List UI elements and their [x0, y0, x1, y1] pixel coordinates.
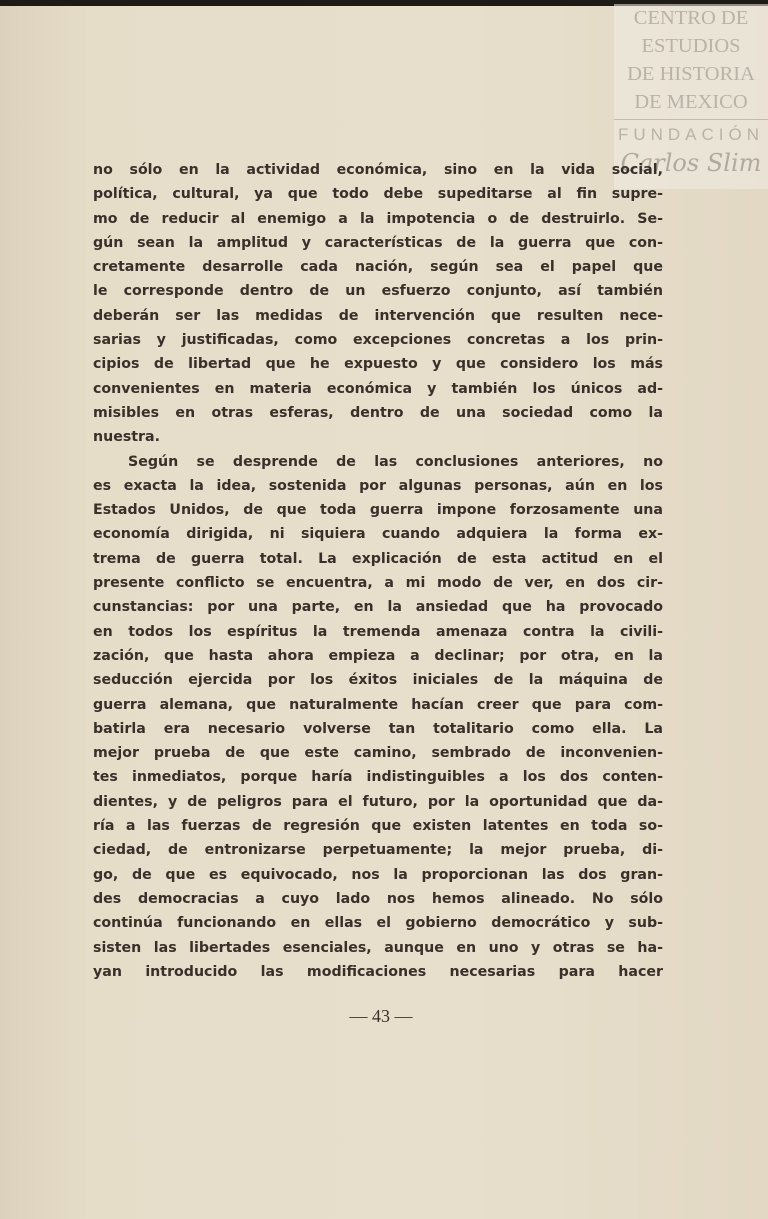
text-line: cunstancias: por una parte, en la ansiedad que ha provocado	[93, 599, 663, 616]
text-line: tes inmediatos, porque haría indistinguibles a los dos conten-	[93, 769, 663, 786]
text-line: no sólo en la actividad económica, sino en la vida social,	[93, 162, 663, 178]
text-line: go, de que es equivocado, nos la proporcionan las dos gran-	[93, 866, 663, 883]
watermark-divider	[614, 119, 768, 120]
text-line: en todos los espíritus la tremenda amenaza contra la civili-	[93, 623, 663, 640]
text-line: misibles en otras esferas, dentro de una sociedad como la	[93, 404, 663, 421]
text-line: economía dirigida, ni siquiera cuando adquiera la forma ex-	[93, 526, 663, 543]
text-line: ría a las fuerzas de regresión que existen latentes en toda so-	[93, 818, 663, 835]
text-line: ciedad, de entronizarse perpetuamente; la mejor prueba, di-	[93, 842, 663, 859]
body-text	[93, 158, 663, 984]
text-line: nuestra.	[93, 429, 161, 446]
text-line: cipios de libertad que he expuesto y que considero los más	[93, 356, 663, 373]
text-line: Estados Unidos, de que toda guerra impone forzosamente una	[93, 502, 663, 519]
watermark-line: CENTRO DE	[633, 7, 749, 29]
watermark-line: ESTUDIOS	[641, 35, 741, 57]
text-line: política, cultural, ya que todo debe supeditarse al fin supre-	[93, 186, 663, 203]
watermark-signature: Carlos Slim	[620, 149, 762, 177]
page-number: — 43 —	[349, 1006, 413, 1026]
text-line: mo de reducir al enemigo a la impotencia o de destruirlo. Se-	[93, 210, 663, 227]
watermark-line: DE MEXICO	[634, 91, 748, 113]
text-line: sarias y justificadas, como excepciones concretas a los prin-	[93, 332, 663, 349]
paragraph	[93, 158, 663, 450]
text-line: zación, que hasta ahora empieza a declinar; por otra, en la	[93, 647, 663, 664]
text-line: continúa funcionando en ellas el gobierno democrático y sub-	[93, 915, 663, 932]
text-line: gún sean la amplitud y características de la guerra que con-	[93, 234, 663, 251]
watermark-foundation: FUNDACIÓN	[617, 125, 765, 144]
text-line: Según se desprende de las conclusiones anteriores, no	[128, 453, 663, 470]
text-line: es exacta la idea, sostenida por algunas personas, aún en los	[93, 477, 663, 494]
text-line: presente conflicto se encuentra, a mi modo de ver, en dos cir-	[93, 575, 663, 592]
text-line: batirla era necesario volverse tan totalitario como ella. La	[93, 720, 663, 737]
paragraph	[93, 450, 663, 985]
text-line: guerra alemana, que naturalmente hacían creer que para com-	[93, 696, 663, 713]
text-line: cretamente desarrolle cada nación, según sea el papel que	[93, 259, 663, 276]
text-line: deberán ser las medidas de intervención que resulten nece-	[93, 307, 663, 324]
text-line: yan introducido las modificaciones necesarias para hacer	[93, 963, 663, 980]
text-line: seducción ejercida por los éxitos iniciales de la máquina de	[93, 672, 663, 689]
text-line: trema de guerra total. La explicación de esta actitud en el	[93, 550, 663, 567]
text-line: sisten las libertades esenciales, aunque en uno y otras se ha-	[93, 939, 663, 956]
text-line: dientes, y de peligros para el futuro, por la oportunidad que da-	[93, 793, 663, 810]
text-line: des democracias a cuyo lado nos hemos alineado. No sólo	[93, 890, 663, 907]
text-line: mejor prueba de que este camino, sembrado de inconvenien-	[93, 745, 663, 762]
watermark-line: DE HISTORIA	[627, 63, 755, 85]
text-line: le corresponde dentro de un esfuerzo conjunto, así también	[93, 283, 663, 300]
text-line: convenientes en materia económica y también los únicos ad-	[93, 380, 663, 397]
